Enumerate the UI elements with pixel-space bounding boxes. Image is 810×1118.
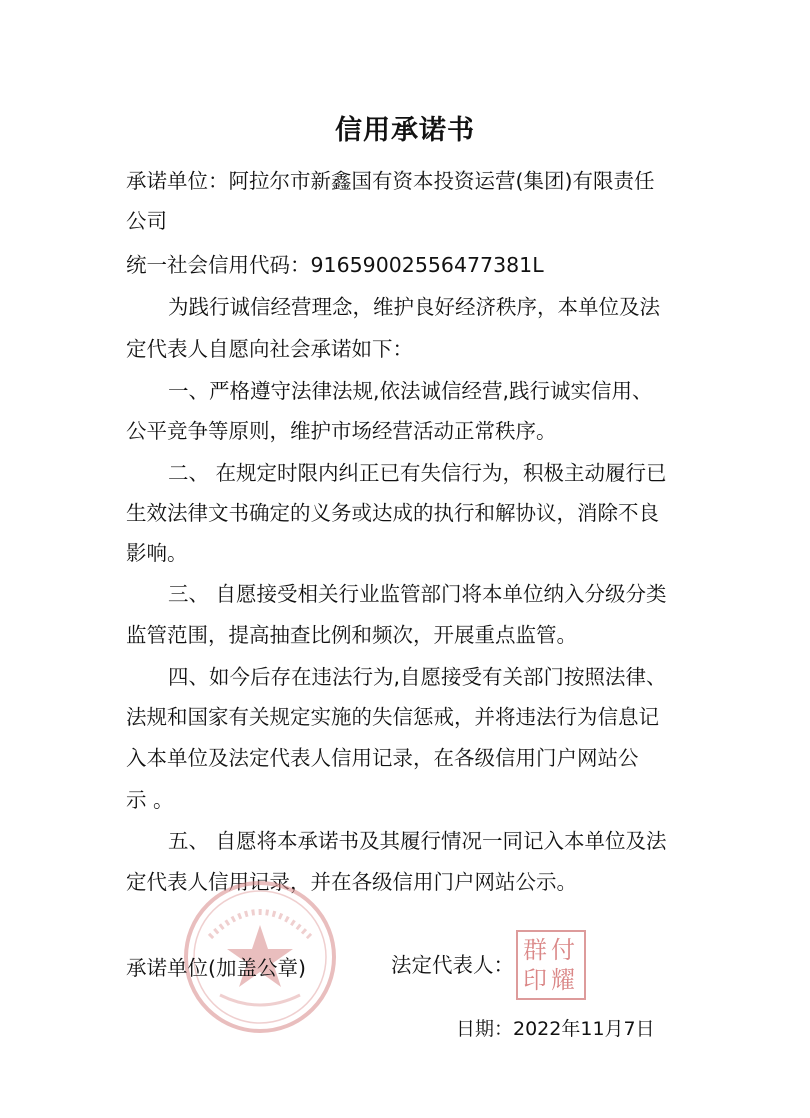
intro-line-1: 为践行诚信经营理念，维护良好经济秩序，本单位及法 [168,295,660,319]
item4-line-1: 四、如今后存在违法行为,自愿接受有关部门按照法律、 [168,665,667,689]
stamp-text-top: 群付 [523,936,579,964]
item4-line-4: 示 。 [126,788,174,812]
item1-line-2: 公平竞争等原则，维护市场经营活动正常秩序。 [126,419,557,443]
item5-line-1: 五、 自愿将本承诺书及其履行情况一同记入本单位及法 [168,829,667,853]
legal-rep-label: 法定代表人： [391,953,514,977]
item2-line-3: 影响。 [126,541,188,565]
item1-line-1: 一、严格遵守法律法规,依法诚信经营,践行诚实信用、 [168,379,653,403]
item3-line-1: 三、 自愿接受相关行业监管部门将本单位纳入分级分类 [168,582,667,606]
item2-line-1: 二、 在规定时限内纠正已有失信行为，积极主动履行已 [168,461,667,485]
intro-line-2: 定代表人自愿向社会承诺如下： [126,337,413,361]
unit-line-1: 承诺单位：阿拉尔市新鑫国有资本投资运营(集团)有限责任 [126,169,655,193]
date: 日期：2022年11月7日 [456,1018,655,1040]
credit-code: 统一社会信用代码：91659002556477381L [126,253,544,277]
sign-unit-label: 承诺单位(加盖公章) [126,956,306,980]
unit-line-2: 公司 [126,209,167,233]
item3-line-2: 监管范围，提高抽查比例和频次，开展重点监管。 [126,623,577,647]
item5-line-2: 定代表人信用记录，并在各级信用门户网站公示。 [126,870,577,894]
legal-rep-stamp [516,930,586,1000]
item4-line-3: 入本单位及法定代表人信用记录，在各级信用门户网站公 [126,746,639,770]
item2-line-2: 生效法律文书确定的义务或达成的执行和解协议，消除不良 [126,501,659,525]
stamp-text-bottom: 印耀 [523,966,579,994]
document-title: 信用承诺书 [335,115,475,146]
item4-line-2: 法规和国家有关规定实施的失信惩戒，并将违法行为信息记 [126,705,659,729]
